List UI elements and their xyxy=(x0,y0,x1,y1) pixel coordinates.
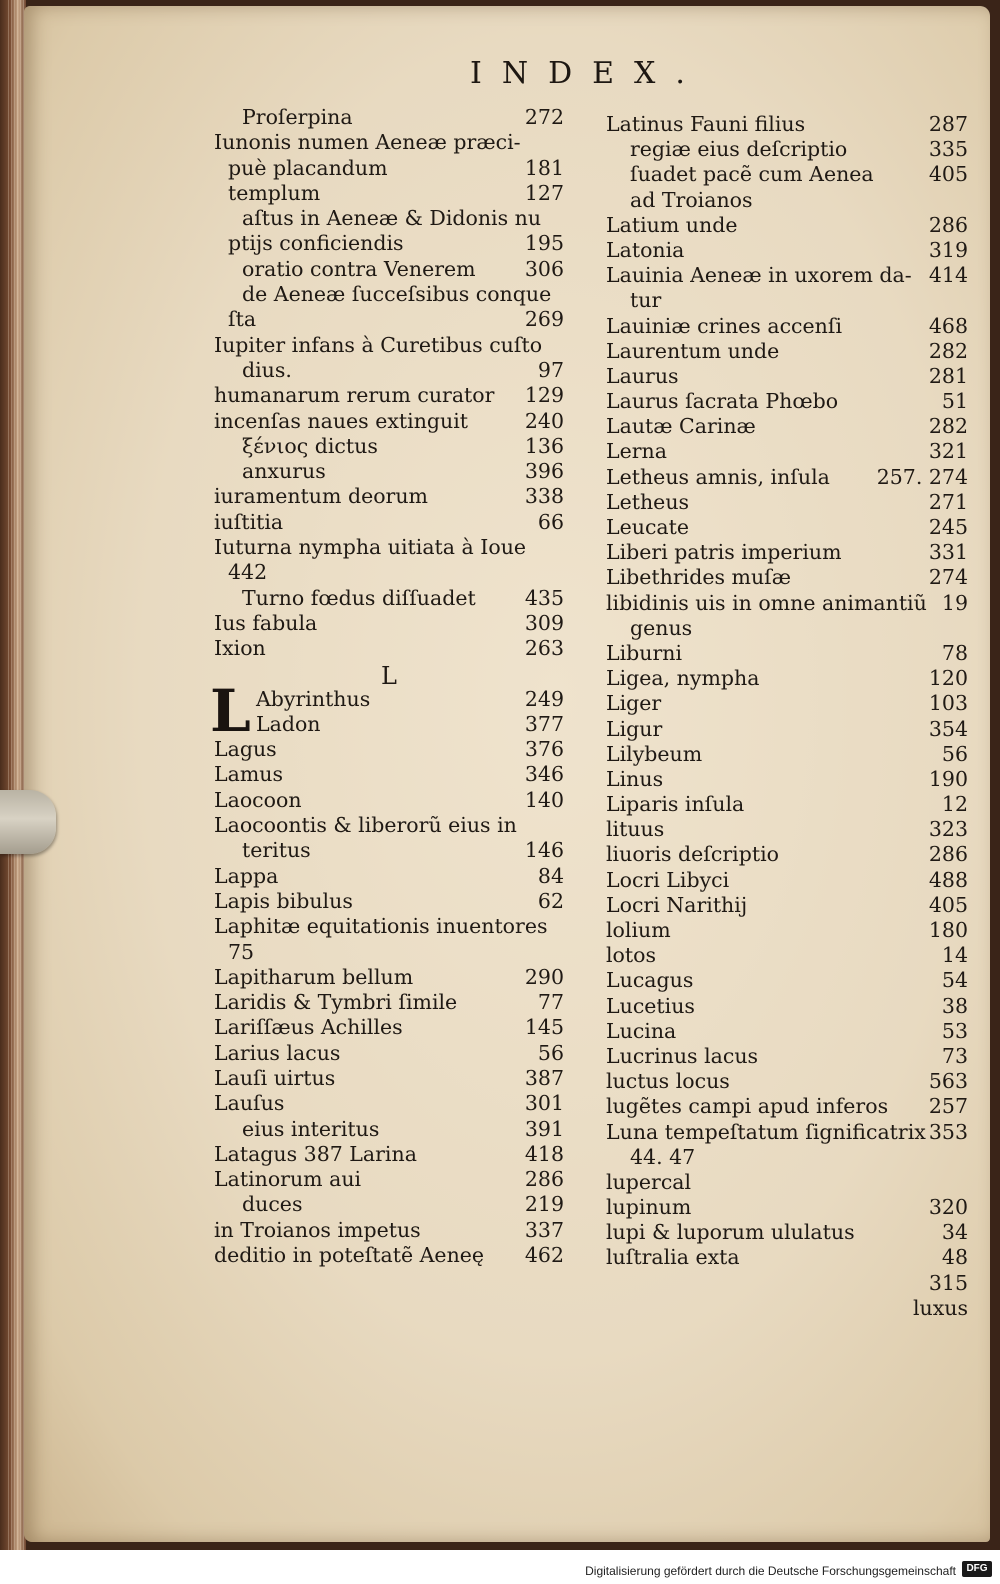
index-entry xyxy=(214,1015,594,1040)
index-term: templum xyxy=(228,180,321,205)
index-term: Proſerpina xyxy=(242,105,353,129)
index-term: Liger xyxy=(606,691,662,716)
index-entry xyxy=(214,611,594,636)
index-entry xyxy=(214,788,594,813)
page-reference: 387 xyxy=(524,1065,564,1090)
page-reference: 391 xyxy=(524,1116,564,1141)
index-term: puè placandum xyxy=(228,155,388,180)
index-entry xyxy=(606,137,968,162)
index-entry xyxy=(214,762,594,787)
page-reference: 290 xyxy=(524,964,564,989)
index-term: Lagus xyxy=(214,737,277,762)
page-reference: 257 xyxy=(928,1094,968,1119)
left-index-entries-i xyxy=(214,105,594,662)
index-term: Laocoontis & liberorũ eius in xyxy=(214,813,517,838)
index-term: 75 xyxy=(228,939,255,964)
index-term: Luna tempeſtatum ſignificatrix xyxy=(606,1119,926,1144)
index-term: iuſtitia xyxy=(214,509,284,534)
index-entry xyxy=(606,1296,968,1321)
index-term: aſtus in Aeneæ & Didonis nu xyxy=(242,206,542,231)
index-entry xyxy=(214,560,594,585)
index-entry xyxy=(606,842,968,867)
index-entry xyxy=(214,1218,594,1243)
index-entry xyxy=(214,510,594,535)
index-term: Iuturna nympha uitiata à Ioue xyxy=(214,535,527,560)
index-term: Iunonis numen Aeneæ præci- xyxy=(214,130,521,155)
index-entry xyxy=(214,1192,594,1217)
index-entry xyxy=(606,465,968,490)
page-reference: 190 xyxy=(928,766,968,791)
index-term: Laocoon xyxy=(214,787,302,812)
page-reference: 12 xyxy=(941,792,968,817)
index-entry xyxy=(214,409,594,434)
left-index-entries-l xyxy=(210,676,594,1269)
index-term: Lariſſæus Achilles xyxy=(214,1015,403,1040)
index-term: ad Troianos xyxy=(630,187,753,212)
index-entry xyxy=(214,990,594,1015)
index-term: Lerna xyxy=(606,439,667,464)
page-reference: 272 xyxy=(524,105,564,129)
index-entry xyxy=(606,994,968,1019)
index-entry xyxy=(606,389,968,414)
index-entry xyxy=(214,383,594,408)
index-term: Laurus ſacrata Phœbo xyxy=(606,389,839,414)
index-term: Latium unde xyxy=(606,212,738,237)
index-entry xyxy=(214,307,594,332)
page-reference: 321 xyxy=(928,439,968,464)
index-entry xyxy=(214,1066,594,1091)
index-term: Liberi patris imperium xyxy=(606,540,842,565)
index-entry xyxy=(214,105,594,130)
index-term: deditio in poteſtatẽ Aeneę xyxy=(214,1243,485,1268)
index-term: humanarum rerum curator xyxy=(214,383,495,408)
index-entry xyxy=(214,231,594,256)
index-term: luſtralia exta xyxy=(606,1245,740,1270)
index-term: Ius fabula xyxy=(214,610,318,635)
right-index-entries xyxy=(606,112,968,1321)
page-reference: 219 xyxy=(524,1192,564,1217)
page-reference: 286 xyxy=(928,212,968,237)
page-reference: 48 xyxy=(941,1245,968,1270)
page-reference: 282 xyxy=(928,414,968,439)
page-reference: 271 xyxy=(928,489,968,514)
index-entry xyxy=(606,364,968,389)
index-term: ξένιος dictus xyxy=(242,433,378,458)
page-reference: 56 xyxy=(941,741,968,766)
page-reference: 337 xyxy=(524,1217,564,1242)
index-term: Locri Libyci xyxy=(606,867,730,892)
page-reference: 97 xyxy=(537,357,564,382)
index-entry xyxy=(606,213,968,238)
page-reference: 127 xyxy=(524,180,564,205)
index-entry xyxy=(214,712,594,737)
page-reference: 309 xyxy=(524,610,564,635)
index-entry xyxy=(214,940,594,965)
index-term: Laphitæ equitationis inuentores xyxy=(214,914,548,939)
index-entry xyxy=(214,434,594,459)
footer-bar xyxy=(0,1550,1000,1584)
page-reference: 62 xyxy=(537,888,564,913)
page-reference: 77 xyxy=(537,990,564,1015)
index-entry xyxy=(606,666,968,691)
index-term: Lauiniæ crines accenſi xyxy=(606,313,843,338)
index-entry xyxy=(606,1145,968,1170)
index-entry xyxy=(214,459,594,484)
index-term: lupercal xyxy=(606,1169,692,1194)
page-reference: 301 xyxy=(524,1091,564,1116)
index-term: Ligea, nympha xyxy=(606,666,760,691)
index-entry xyxy=(214,206,594,231)
page-reference: 120 xyxy=(928,666,968,691)
index-entry xyxy=(606,540,968,565)
page-clip xyxy=(0,790,56,854)
index-term: Lauſus xyxy=(214,1091,285,1116)
index-entry xyxy=(214,864,594,889)
index-term: Locri Narithij xyxy=(606,892,748,917)
index-term: Ligur xyxy=(606,716,663,741)
index-entry xyxy=(606,1019,968,1044)
index-term: Lauſi uirtus xyxy=(214,1065,336,1090)
index-term: Ixion xyxy=(214,636,266,661)
index-entry xyxy=(214,181,594,206)
index-entry xyxy=(214,1117,594,1142)
dfg-logo: DFG xyxy=(962,1561,992,1577)
index-entry xyxy=(606,414,968,439)
index-entry xyxy=(214,813,594,838)
page-reference: 563 xyxy=(928,1069,968,1094)
page-reference: 14 xyxy=(941,943,968,968)
index-term: de Aeneæ ſucceſsibus conque xyxy=(242,282,552,307)
page-reference: 323 xyxy=(928,817,968,842)
index-entry xyxy=(606,943,968,968)
funding-credit: Digitalisierung gefördert durch die Deutsche Forschungsgemeinschaft xyxy=(585,1564,956,1578)
page-reference: 129 xyxy=(524,383,564,408)
index-term: lolium xyxy=(606,918,671,942)
page-reference: 331 xyxy=(928,540,968,565)
page-reference: 287 xyxy=(928,112,968,136)
page-reference: 257. 274 xyxy=(876,464,968,489)
page-reference: 286 xyxy=(524,1167,564,1192)
index-term: Larius lacus xyxy=(214,1040,341,1065)
index-entry xyxy=(214,1243,594,1268)
index-entry xyxy=(606,1069,968,1094)
index-term: Libethrides muſæ xyxy=(606,565,792,590)
page-reference: 263 xyxy=(524,636,564,661)
index-term: Ladon xyxy=(256,711,321,736)
page-reference: 34 xyxy=(941,1220,968,1245)
page-reference: 249 xyxy=(524,686,564,711)
page-reference: 180 xyxy=(928,918,968,942)
index-term: Latagus 387 Larina xyxy=(214,1141,417,1166)
index-entry xyxy=(606,968,968,993)
index-entry xyxy=(606,1120,968,1145)
page-reference: 78 xyxy=(941,640,968,665)
index-term: Lucetius xyxy=(606,993,695,1018)
index-entry xyxy=(214,130,594,155)
index-term: liuoris deſcriptio xyxy=(606,842,779,867)
index-term: Latinorum aui xyxy=(214,1167,362,1192)
page-reference: 418 xyxy=(524,1141,564,1166)
index-term: Abyrinthus xyxy=(256,686,371,711)
index-entry xyxy=(214,1091,594,1116)
index-entry xyxy=(606,288,968,313)
page-reference: 195 xyxy=(524,231,564,256)
page-reference: 346 xyxy=(524,762,564,787)
index-term: Lucagus xyxy=(606,968,694,993)
index-entry xyxy=(214,914,594,939)
index-term: oratio contra Venerem xyxy=(242,256,476,281)
index-entry xyxy=(606,1220,968,1245)
index-entry xyxy=(606,616,968,641)
page-reference: 38 xyxy=(941,993,968,1018)
index-entry xyxy=(606,162,968,187)
page-reference: 376 xyxy=(524,737,564,762)
index-term: lugẽtes campi apud inferos xyxy=(606,1094,889,1119)
index-entry xyxy=(214,156,594,181)
page-reference: 468 xyxy=(928,313,968,338)
page-reference: 140 xyxy=(524,787,564,812)
index-entry xyxy=(214,257,594,282)
index-term: Lapitharum bellum xyxy=(214,964,414,989)
index-entry xyxy=(606,817,968,842)
index-term: dius. xyxy=(242,357,292,382)
page-reference: 240 xyxy=(524,408,564,433)
index-entry xyxy=(214,484,594,509)
index-entry xyxy=(214,965,594,990)
page-reference: 335 xyxy=(928,137,968,162)
index-term: iuramentum deorum xyxy=(214,484,428,509)
drop-cap-letter: L xyxy=(210,676,251,745)
index-term: tur xyxy=(630,288,662,313)
index-term: Lappa xyxy=(214,863,279,888)
index-term: Latinus Fauni filius xyxy=(606,112,806,136)
right-column xyxy=(606,112,968,1321)
index-term: 44. 47 xyxy=(630,1144,696,1169)
index-entry xyxy=(214,737,594,762)
index-entry xyxy=(214,636,594,661)
index-entry xyxy=(606,918,968,943)
page-reference: 353 xyxy=(928,1119,968,1144)
page-reference: 414 xyxy=(928,263,968,288)
index-entry xyxy=(606,1245,968,1270)
page-reference: 319 xyxy=(928,237,968,262)
page-reference: 73 xyxy=(941,1043,968,1068)
page-reference: 245 xyxy=(928,515,968,539)
index-term: Lapis bibulus xyxy=(214,888,353,913)
index-term: Iupiter infans à Curetibus cuſto xyxy=(214,332,543,357)
page-reference: 396 xyxy=(524,459,564,484)
index-entry xyxy=(606,490,968,515)
page-reference: 488 xyxy=(928,867,968,892)
index-entry xyxy=(214,358,594,383)
index-entry xyxy=(214,1041,594,1066)
index-entry xyxy=(606,893,968,918)
index-entry xyxy=(606,1094,968,1119)
index-term: regiæ eius deſcriptio xyxy=(630,137,848,162)
page-reference: 462 xyxy=(524,1243,564,1268)
page-reference: 405 xyxy=(928,162,968,187)
index-entry xyxy=(606,439,968,464)
index-term: Lautæ Carinæ xyxy=(606,414,756,439)
index-term: libidinis uis in omne animantiũ xyxy=(606,590,927,615)
page-reference: 377 xyxy=(524,711,564,736)
page-reference: 405 xyxy=(928,892,968,917)
page-reference: luxus xyxy=(912,1295,968,1320)
page-reference: 315 xyxy=(928,1270,968,1295)
index-entry xyxy=(606,691,968,716)
index-entry xyxy=(606,188,968,213)
page-reference: 103 xyxy=(928,691,968,716)
page-reference: 136 xyxy=(524,433,564,458)
index-entry xyxy=(606,792,968,817)
index-term: ſuadet pacẽ cum Aenea xyxy=(630,162,874,187)
page-reference: 51 xyxy=(941,389,968,414)
page-reference: 84 xyxy=(537,863,564,888)
index-term: lotos xyxy=(606,943,656,968)
index-term: ſta xyxy=(228,307,257,332)
page-reference: 286 xyxy=(928,842,968,867)
page-reference: 145 xyxy=(524,1015,564,1040)
index-entry xyxy=(606,112,968,137)
index-term: Lamus xyxy=(214,762,283,787)
page-reference: 281 xyxy=(928,363,968,388)
index-term: Lucina xyxy=(606,1018,677,1043)
index-entry xyxy=(606,339,968,364)
index-entry xyxy=(606,767,968,792)
index-term: lituus xyxy=(606,817,665,842)
index-entry xyxy=(606,742,968,767)
index-entry xyxy=(214,282,594,307)
index-entry xyxy=(214,1167,594,1192)
index-term: Liparis inſula xyxy=(606,792,745,817)
index-term: Letheus xyxy=(606,489,690,514)
index-entry xyxy=(606,591,968,616)
index-entry xyxy=(214,838,594,863)
index-entry xyxy=(214,1142,594,1167)
index-term: Latonia xyxy=(606,237,685,262)
index-entry xyxy=(214,889,594,914)
index-term: Laridis & Tymbri ſimile xyxy=(214,990,458,1015)
index-term: lupi & luporum ululatus xyxy=(606,1220,855,1245)
page-reference: 66 xyxy=(537,509,564,534)
section-letter: L xyxy=(381,661,397,690)
page-reference: 146 xyxy=(524,838,564,863)
index-entry xyxy=(606,1195,968,1220)
index-term: Laurus xyxy=(606,363,679,388)
page-reference: 269 xyxy=(524,307,564,332)
index-term: Letheus amnis, inſula xyxy=(606,464,830,489)
index-term: duces xyxy=(242,1192,303,1217)
index-term: Lucrinus lacus xyxy=(606,1043,759,1068)
index-term: Laurentum unde xyxy=(606,338,780,363)
index-term: anxurus xyxy=(242,459,326,484)
index-entry xyxy=(606,263,968,288)
index-term: ptijs conficiendis xyxy=(228,231,404,256)
index-entry xyxy=(606,238,968,263)
index-term: Turno fœdus diſſuadet xyxy=(242,585,476,610)
index-entry xyxy=(214,333,594,358)
page-reference: 282 xyxy=(928,338,968,363)
page-reference: 53 xyxy=(941,1018,968,1043)
left-column xyxy=(210,105,594,1268)
page-reference: 338 xyxy=(524,484,564,509)
index-term: teritus xyxy=(242,838,311,863)
index-term: Liburni xyxy=(606,640,683,665)
running-head: INDEX. xyxy=(470,56,705,91)
page-reference: 320 xyxy=(928,1195,968,1220)
index-term: incenſas naues extinguit xyxy=(214,408,469,433)
page-reference: 56 xyxy=(537,1040,564,1065)
index-entry xyxy=(606,565,968,590)
index-term: in Troianos impetus xyxy=(214,1217,421,1242)
index-entry xyxy=(214,535,594,560)
index-entry xyxy=(606,641,968,666)
index-term: Linus xyxy=(606,766,664,791)
index-entry xyxy=(606,515,968,540)
index-term: genus xyxy=(630,615,693,640)
index-entry xyxy=(606,1170,968,1195)
page-reference: 354 xyxy=(928,716,968,741)
index-entry xyxy=(214,586,594,611)
index-term: Lilybeum xyxy=(606,741,703,766)
page-reference: 19 xyxy=(941,590,968,615)
index-entry xyxy=(606,314,968,339)
index-entry xyxy=(606,868,968,893)
index-term: eius interitus xyxy=(242,1116,380,1141)
index-entry xyxy=(606,717,968,742)
index-term: luctus locus xyxy=(606,1069,730,1094)
index-term: lupinum xyxy=(606,1195,692,1220)
index-term: 442 xyxy=(228,560,268,585)
index-entry xyxy=(606,1044,968,1069)
index-term: Leucate xyxy=(606,515,690,539)
index-term: Lauinia Aeneæ in uxorem da- xyxy=(606,263,912,288)
page-reference: 181 xyxy=(524,155,564,180)
page-reference: 306 xyxy=(524,256,564,281)
page-reference: 54 xyxy=(941,968,968,993)
page-reference: 274 xyxy=(928,565,968,590)
index-entry xyxy=(606,1271,968,1296)
page-reference: 435 xyxy=(524,585,564,610)
